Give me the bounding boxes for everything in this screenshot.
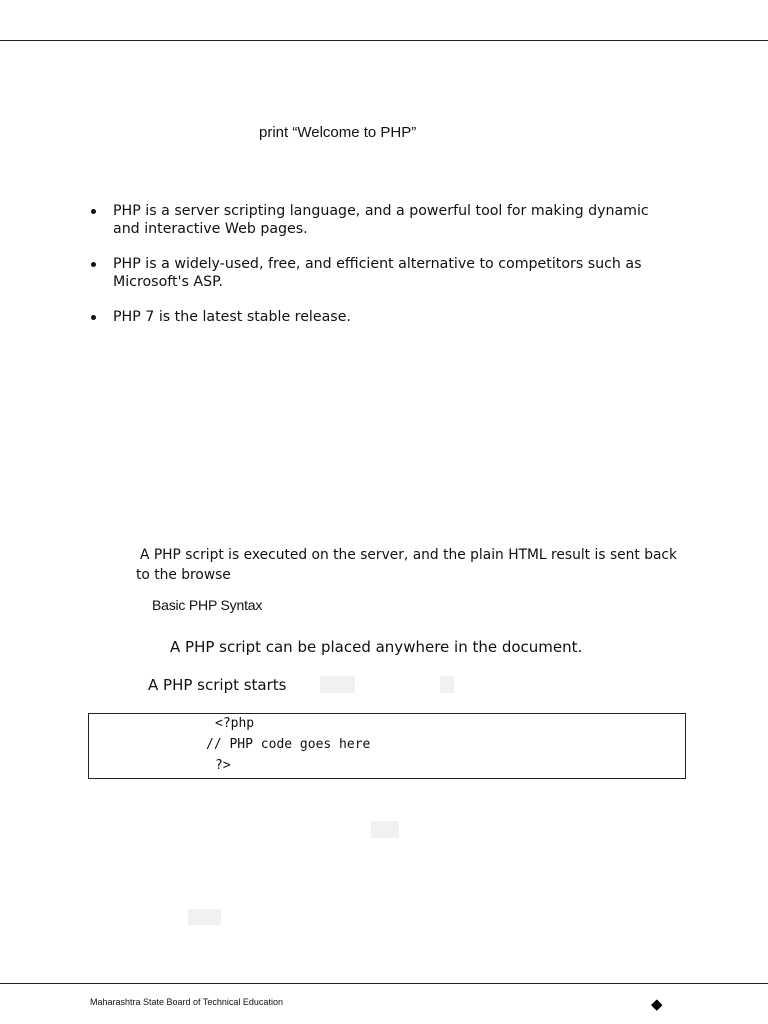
header-rule bbox=[0, 40, 768, 41]
placed-anywhere-text: A PHP script can be placed anywhere in the document. bbox=[170, 638, 583, 656]
syntax-heading: Basic PHP Syntax bbox=[152, 597, 263, 613]
bullet-text: PHP is a server scripting language, and a powerful tool for making dynamic and interactive Web pages. bbox=[113, 203, 649, 237]
script-starts-text: A PHP script starts bbox=[148, 676, 287, 694]
list-item bbox=[88, 202, 678, 238]
footer-rule bbox=[0, 983, 768, 984]
list-item bbox=[88, 308, 678, 326]
code-line: ?> bbox=[215, 758, 231, 773]
code-block bbox=[88, 713, 686, 779]
bullet-text: PHP is a widely-used, free, and efficient alternative to competitors such as Microsoft's ASP. bbox=[113, 256, 642, 290]
print-statement: print “Welcome to PHP” bbox=[259, 124, 417, 141]
redacted-blank bbox=[440, 676, 454, 693]
redacted-blank bbox=[320, 676, 355, 693]
bullet-icon bbox=[91, 315, 96, 320]
list-item bbox=[88, 255, 678, 291]
redacted-blank bbox=[188, 909, 221, 925]
bullet-icon bbox=[91, 209, 96, 214]
bullet-icon bbox=[91, 262, 96, 267]
bullet-list bbox=[88, 202, 678, 343]
code-line: <?php bbox=[215, 716, 255, 731]
executed-text: A PHP script is executed on the server, and the plain HTML result is sent back to the browse bbox=[136, 547, 677, 583]
diamond-icon: ◆ bbox=[651, 995, 663, 1013]
footer-organization: Maharashtra State Board of Technical Education bbox=[90, 997, 283, 1007]
code-line: // PHP code goes here bbox=[206, 737, 371, 752]
bullet-text: PHP 7 is the latest stable release. bbox=[113, 309, 351, 325]
executed-paragraph bbox=[136, 545, 677, 585]
redacted-blank bbox=[371, 821, 399, 838]
